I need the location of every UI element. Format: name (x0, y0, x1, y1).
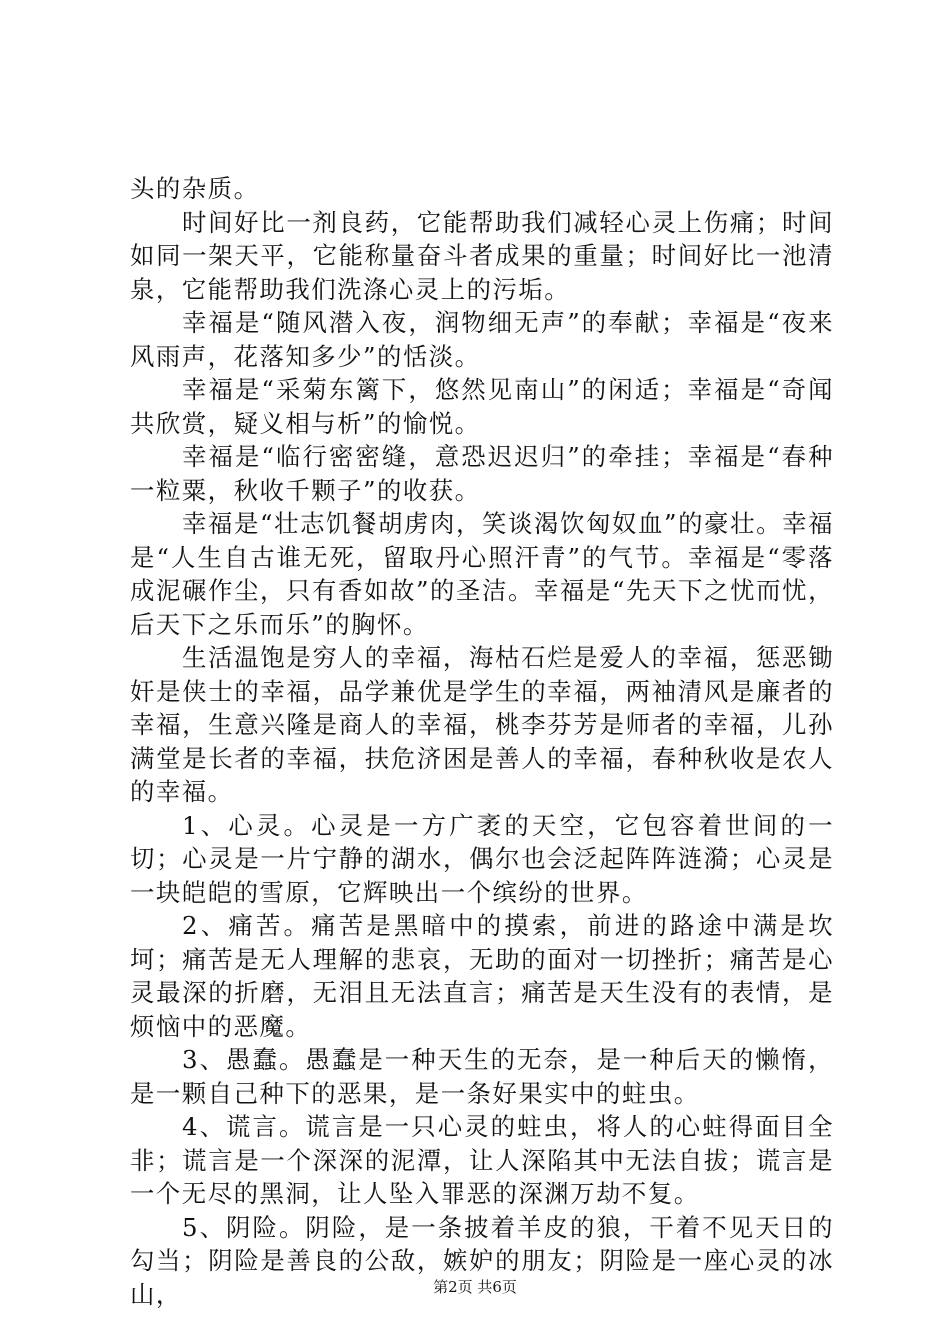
paragraph-time: 时间好比一剂良药，它能帮助我们减轻心灵上伤痛；时间如同一架天平，它能称量奋斗者成果的重量；时间好比一池清泉，它能帮助我们洗涤心灵上的污垢。 (130, 207, 834, 304)
page-footer: 第2页 共6页 (433, 1278, 517, 1296)
paragraph-pain: 2、痛苦。痛苦是黑暗中的摸索，前进的路途中满是坎坷；痛苦是无人理解的悲哀，无助的面对一切挫折；痛苦是心灵最深的折磨，无泪且无法直言；痛苦是天生没有的表情，是烦恼中的恶魔。 (130, 911, 834, 1041)
document-body (130, 172, 834, 1311)
paragraph-happiness-2: 幸福是“采菊东篱下，悠然见南山”的闲适；幸福是“奇闻共欣赏，疑义相与析”的愉悦。 (130, 375, 834, 438)
paragraph-lies: 4、谎言。谎言是一只心灵的蛀虫，将人的心蛀得面目全非；谎言是一个深深的泥潭，让人深陷其中无法自拔；谎言是一个无尽的黑洞，让人坠入罪恶的深渊万劫不复。 (130, 1112, 834, 1208)
paragraph-continuation: 头的杂质。 (130, 174, 260, 203)
paragraph-stupidity: 3、愚蠢。愚蠢是一种天生的无奈，是一种后天的懒惰，是一颗自己种下的恶果，是一条好果实中的蛀虫。 (130, 1045, 834, 1108)
paragraph-heart: 1、心灵。心灵是一方广袤的天空，它包容着世间的一切；心灵是一片宁静的湖水，偶尔也会泛起阵阵涟漪；心灵是一块皑皑的雪原，它辉映出一个缤纷的世界。 (130, 810, 834, 907)
paragraph-happiness-3: 幸福是“临行密密缝，意恐迟迟归”的牵挂；幸福是“春种一粒粟，秋收千颗子”的收获。 (130, 442, 834, 505)
paragraph-happiness-1: 幸福是“随风潜入夜，润物细无声”的奉献；幸福是“夜来风雨声，花落知多少”的恬淡。 (130, 308, 834, 371)
paragraph-sinister: 5、阴险。阴险，是一条披着羊皮的狼，干着不见天日的勾当；阴险是善良的公敌，嫉妒的朋友；阴险是一座心灵的冰山， (130, 1212, 834, 1309)
paragraph-happiness-4: 幸福是“壮志饥餐胡虏肉，笑谈渴饮匈奴血”的豪壮。幸福是“人生自古谁无死，留取丹心照汗青”的气节。幸福是“零落成泥碾作尘，只有香如故”的圣洁。幸福是“先天下之忧而忧，后天下之乐而乐”的胸怀。 (130, 509, 834, 639)
paragraph-happiness-5: 生活温饱是穷人的幸福，海枯石烂是爱人的幸福，惩恶锄奸是侠士的幸福，品学兼优是学生的幸福，两袖清风是廉者的幸福，生意兴隆是商人的幸福，桃李芬芳是师者的幸福，儿孙满堂是长者的幸福，扶危济困是善人的幸福，春种秋收是农人的幸福。 (130, 643, 834, 806)
